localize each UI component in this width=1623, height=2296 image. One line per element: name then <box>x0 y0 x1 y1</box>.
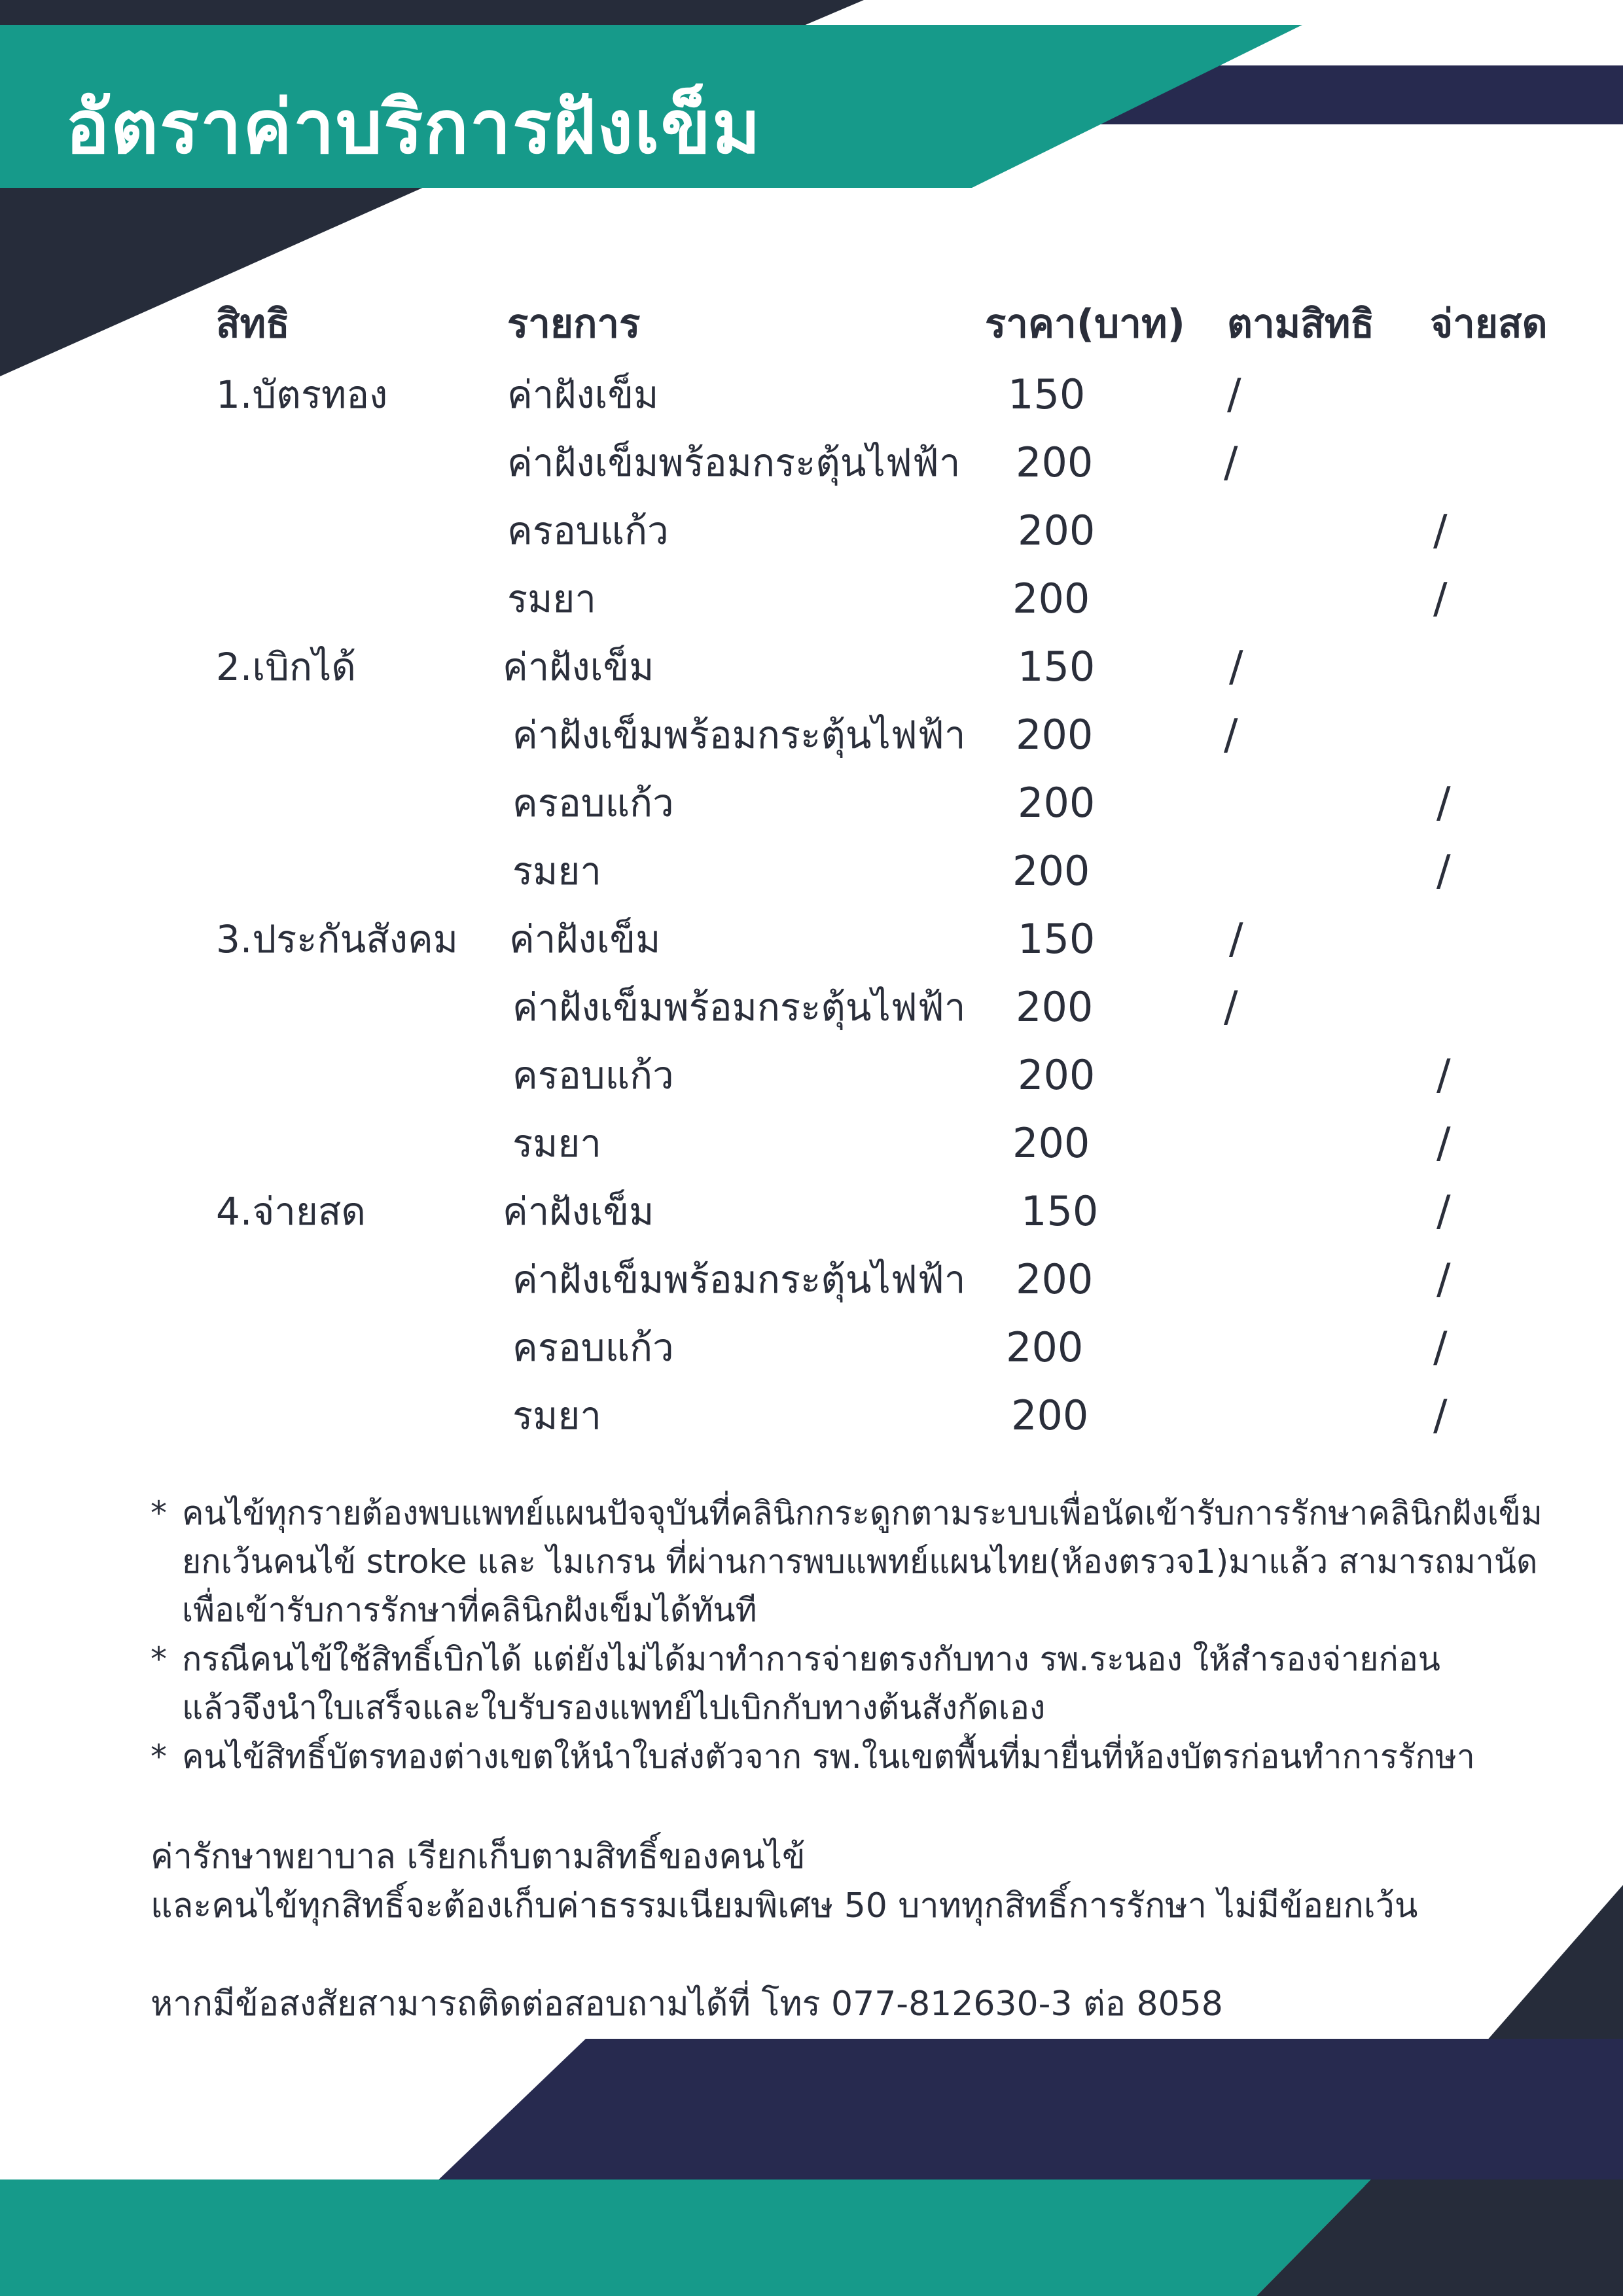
row-by-right-mark: / <box>1229 915 1243 963</box>
row-cash-mark: / <box>1433 575 1448 623</box>
row-price: 200 <box>1018 779 1096 827</box>
row-price: 200 <box>1012 575 1090 622</box>
row-price: 150 <box>1021 1187 1099 1235</box>
row-cash-mark: / <box>1436 1051 1451 1100</box>
header-cash: จ่ายสด <box>1430 301 1548 347</box>
row-cash-mark: / <box>1436 779 1451 827</box>
row-price: 200 <box>1016 1255 1094 1303</box>
row-price: 200 <box>1018 507 1096 554</box>
row-price: 200 <box>1006 1323 1084 1371</box>
fees-line: และคนไข้ทุกสิทธิ์จะต้องเก็บค่าธรรมเนียมพิเศษ 50 บาททุกสิทธิ์การรักษา ไม่มีข้อยกเว้น <box>151 1886 1418 1926</box>
row-item: ค่าฝังเข็มพร้อมกระตุ้นไฟฟ้า <box>512 713 966 757</box>
bottom-right-dark-triangle <box>1486 1885 1623 2042</box>
row-by-right-mark: / <box>1224 439 1238 487</box>
row-item: ค่าฝังเข็มพร้อมกระตุ้นไฟฟ้า <box>512 1257 966 1302</box>
row-item: ครอบแก้ว <box>512 781 674 825</box>
row-cash-mark: / <box>1433 1391 1448 1440</box>
row-price: 150 <box>1018 915 1096 963</box>
row-by-right-mark: / <box>1224 711 1238 759</box>
note-text: เพื่อเข้ารับการรักษาที่คลินิกฝังเข็มได้ทันที <box>182 1591 757 1629</box>
row-item: ครอบแก้ว <box>512 1325 674 1370</box>
row-cash-mark: / <box>1436 1119 1451 1168</box>
row-by-right-mark: / <box>1227 370 1241 419</box>
row-price: 200 <box>1012 1119 1090 1167</box>
row-price: 150 <box>1018 643 1096 691</box>
row-cash-mark: / <box>1433 1323 1448 1372</box>
header-by-right: ตามสิทธิ <box>1227 301 1374 347</box>
row-price: 200 <box>1016 439 1094 486</box>
row-item: ค่าฝังเข็มพร้อมกระตุ้นไฟฟ้า <box>512 985 966 1030</box>
note-text: คนไข้ทุกรายต้องพบแพทย์แผนปัจจุบันที่คลินิกกระดูกตามระบบเพื่อนัดเข้ารับการรักษาคลินิกฝังเข็ม <box>182 1494 1543 1532</box>
note-bullet: * <box>151 1738 167 1776</box>
contact-line: หากมีข้อสงสัยสามารถติดต่อสอบถามได้ที่ โทร 077-812630-3 ต่อ 8058 <box>151 1984 1223 2024</box>
bottom-teal-band <box>0 2179 1371 2296</box>
row-item: รมยา <box>512 849 601 893</box>
row-item: ค่าฝังเข็ม <box>503 645 654 689</box>
header-right: สิทธิ <box>216 301 290 347</box>
row-price: 200 <box>1012 847 1090 895</box>
group-name: 4.จ่ายสด <box>216 1189 366 1234</box>
header-price: ราคา(บาท) <box>985 301 1185 347</box>
group-name: 1.บัตรทอง <box>216 372 388 417</box>
note-text: กรณีคนไข้ใช้สิทธิ์เบิกได้ แต่ยังไม่ได้มาทำการจ่ายตรงกับทาง รพ.ระนอง ให้สำรองจ่ายก่อน <box>182 1640 1440 1678</box>
row-item: รมยา <box>512 1393 601 1438</box>
group-name: 3.ประกันสังคม <box>216 917 458 961</box>
row-price: 200 <box>1016 983 1094 1031</box>
row-cash-mark: / <box>1436 1187 1451 1236</box>
row-item: ค่าฝังเข็ม <box>509 917 661 961</box>
row-item: ครอบแก้ว <box>507 509 669 553</box>
row-price: 200 <box>1018 1051 1096 1099</box>
header-item: รายการ <box>507 301 641 347</box>
fees-line: ค่ารักษาพยาบาล เรียกเก็บตามสิทธิ์ของคนไข้ <box>151 1837 806 1876</box>
group-name: 2.เบิกได้ <box>216 645 356 689</box>
note-text: คนไข้สิทธิ์บัตรทองต่างเขตให้นำใบส่งตัวจาก รพ.ในเขตพื้นที่มายื่นที่ห้องบัตรก่อนทำการรักษา <box>182 1738 1475 1776</box>
note-text: แล้วจึงนำใบเสร็จและใบรับรองแพทย์ไปเบิกกับทางต้นสังกัดเอง <box>182 1689 1046 1727</box>
row-cash-mark: / <box>1436 1255 1451 1304</box>
row-item: ค่าฝังเข็ม <box>507 372 659 417</box>
row-price: 200 <box>1011 1391 1089 1439</box>
note-text: ยกเว้นคนไข้ stroke และ ไมเกรน ที่ผ่านการพบแพทย์แผนไทย(ห้องตรวจ1)มาแล้ว สามารถมานัด <box>182 1543 1538 1581</box>
row-cash-mark: / <box>1433 507 1448 555</box>
bottom-navy-band <box>432 2039 1623 2186</box>
row-by-right-mark: / <box>1229 643 1243 691</box>
row-item: รมยา <box>512 1121 601 1166</box>
row-item: รมยา <box>507 577 596 621</box>
row-item: ครอบแก้ว <box>512 1053 674 1098</box>
note-bullet: * <box>151 1640 167 1678</box>
row-item: ค่าฝังเข็ม <box>503 1189 654 1234</box>
row-item: ค่าฝังเข็มพร้อมกระตุ้นไฟฟ้า <box>507 440 961 485</box>
row-by-right-mark: / <box>1224 983 1238 1031</box>
row-price: 150 <box>1008 370 1086 418</box>
row-price: 200 <box>1016 711 1094 759</box>
page-title: อัตราค่าบริการฝังเข็ม <box>65 85 762 170</box>
note-bullet: * <box>151 1494 167 1532</box>
row-cash-mark: / <box>1436 847 1451 895</box>
